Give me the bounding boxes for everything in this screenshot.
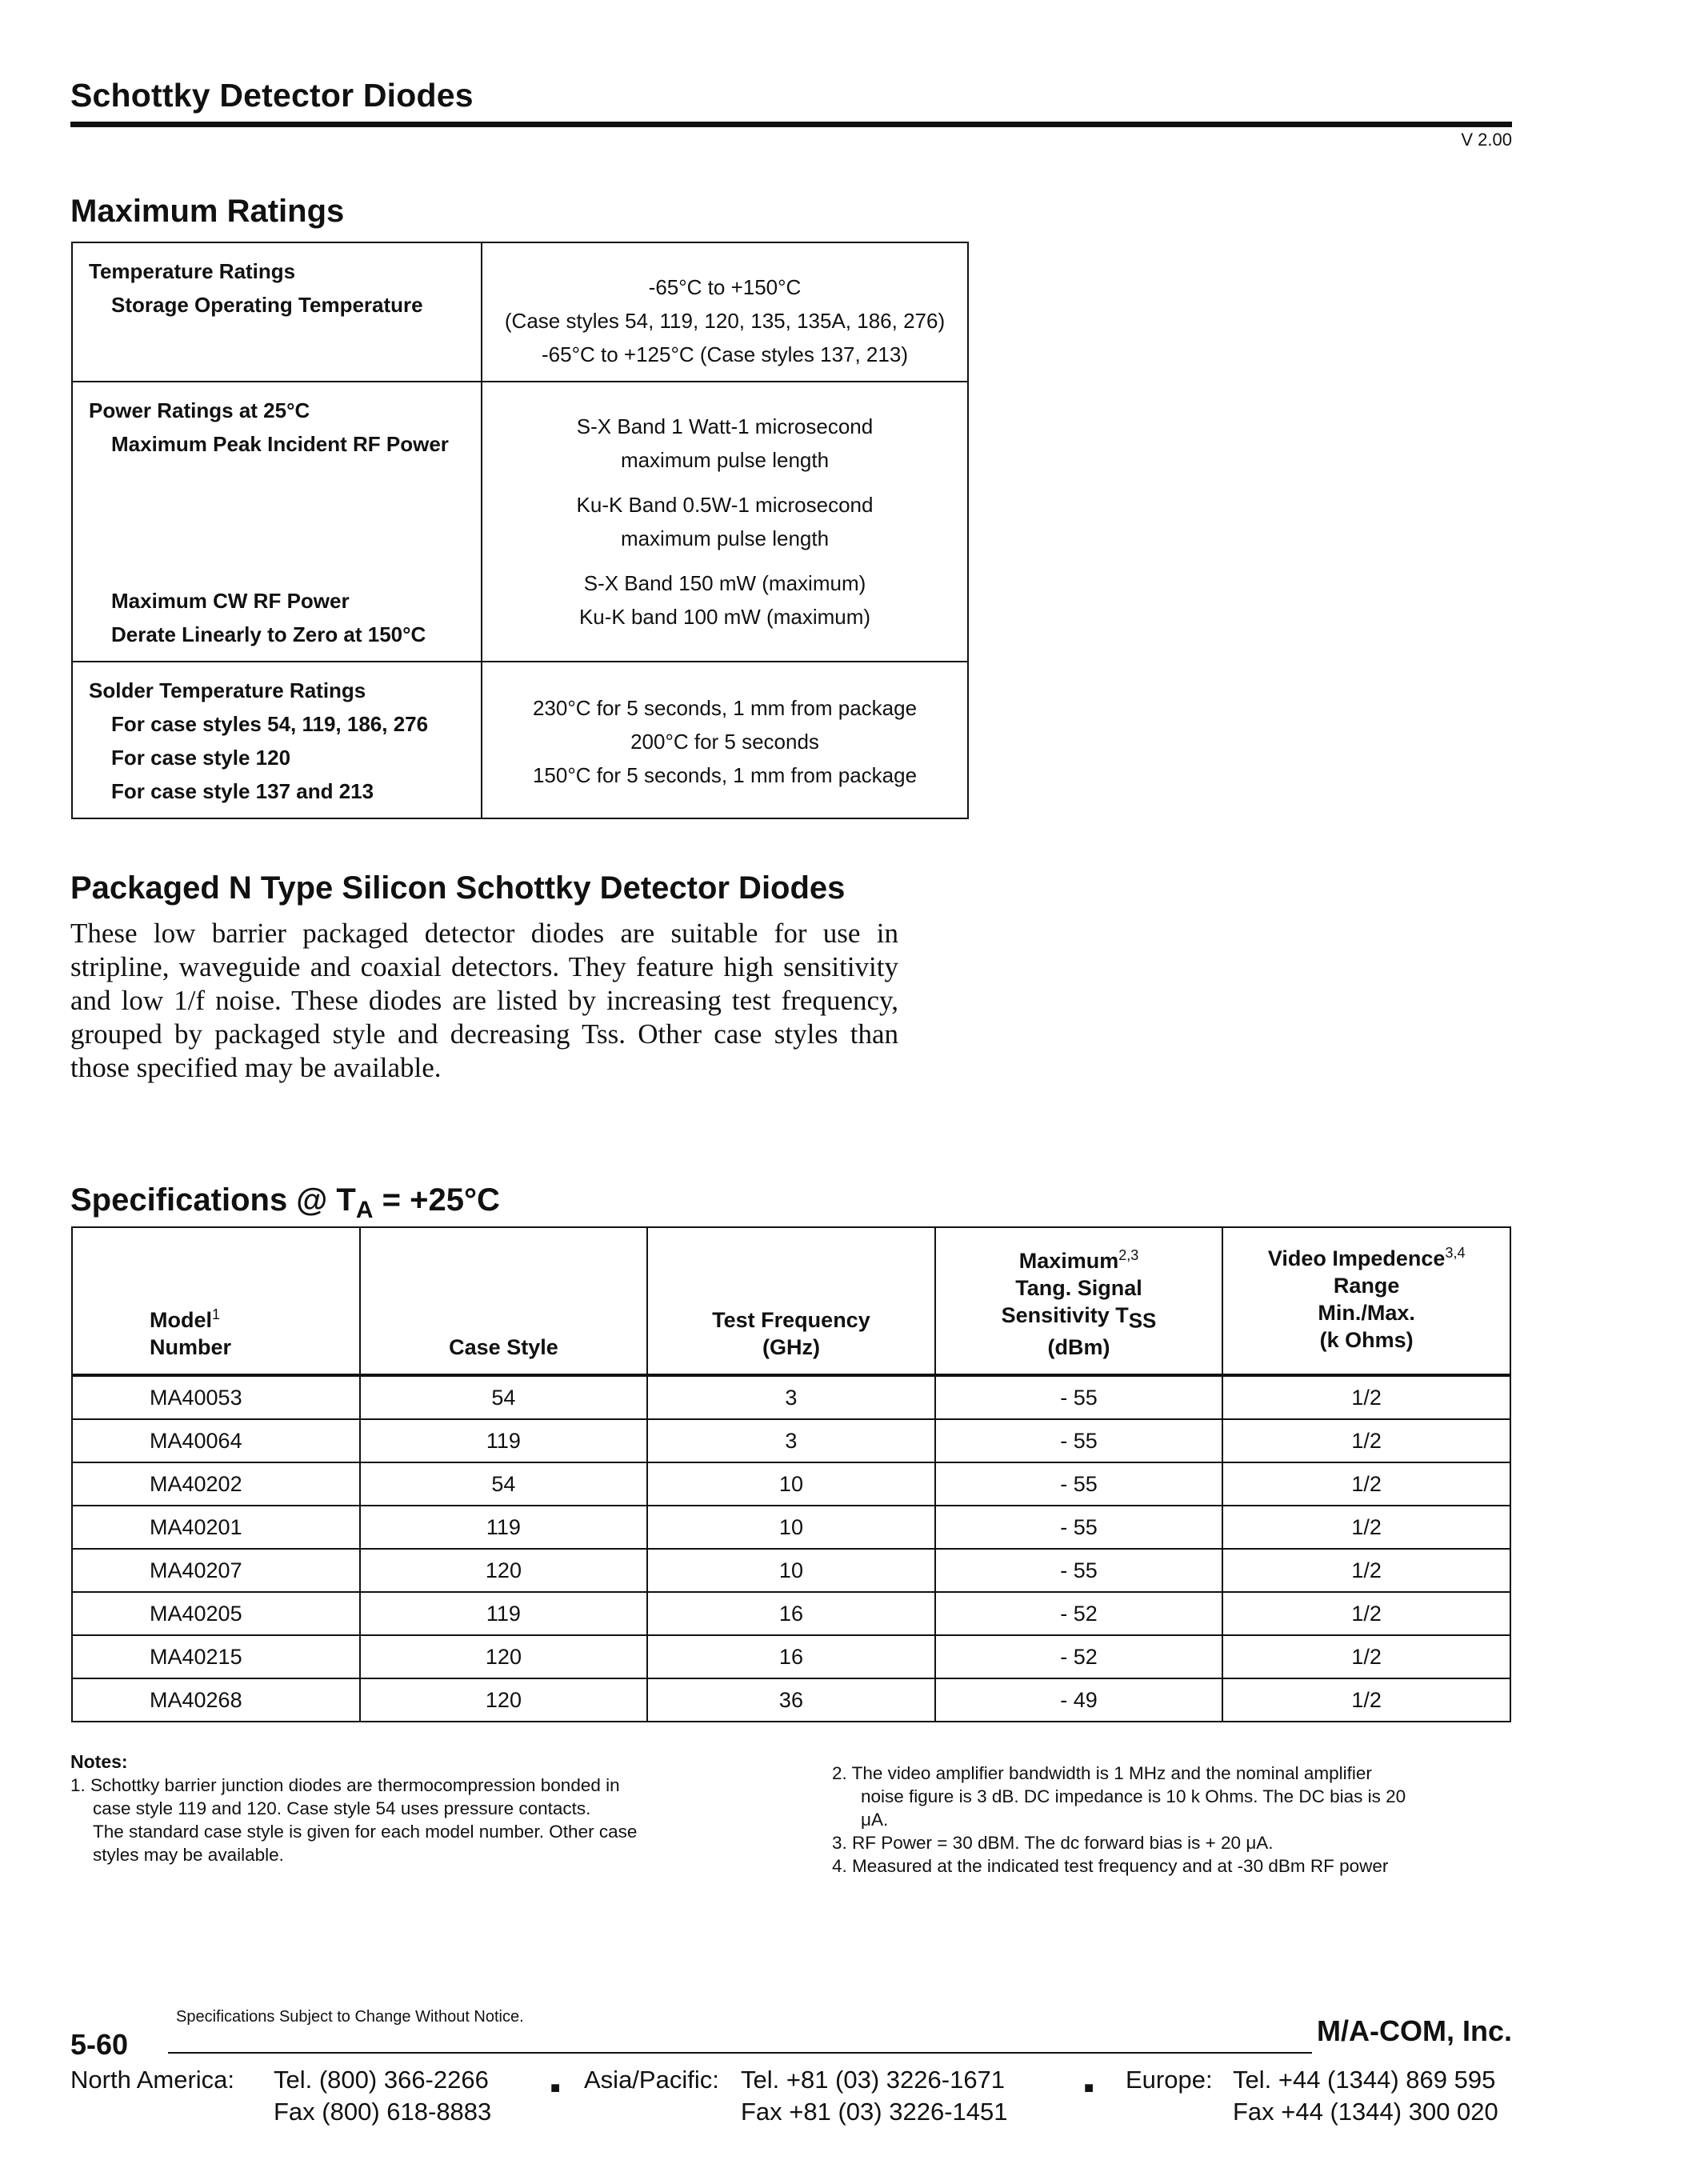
cell-video-impedance: 1/2 xyxy=(1222,1375,1510,1419)
ap-fax: Fax +81 (03) 3226-1451 xyxy=(741,2098,1008,2126)
contact-ap xyxy=(741,2064,1007,2128)
cell-tss: - 55 xyxy=(935,1419,1223,1462)
temp-value: (Case styles 54, 119, 120, 135, 135A, 186, 276) xyxy=(504,309,946,333)
ratings-label-cell xyxy=(73,662,482,818)
cell-video-impedance: 1/2 xyxy=(1222,1462,1510,1506)
power-value: Ku-K Band 0.5W-1 microsecond xyxy=(576,493,874,517)
power-value: maximum pulse length xyxy=(620,448,830,472)
ratings-value-cell xyxy=(482,662,967,818)
cell-model: MA40064 xyxy=(72,1419,360,1462)
note-1: styles may be available. xyxy=(93,1845,284,1865)
note-1: 1. Schottky barrier junction diodes are thermocompression bonded in xyxy=(70,1775,620,1795)
solder-group-label: Solder Temperature Ratings xyxy=(89,678,366,702)
solder-value: 150°C for 5 seconds, 1 mm from package xyxy=(532,763,918,787)
cell-model: MA40207 xyxy=(72,1549,360,1592)
table-row xyxy=(72,1592,1510,1635)
contact-eu-label: Europe: xyxy=(1126,2066,1213,2094)
cell-video-impedance: 1/2 xyxy=(1222,1678,1510,1722)
cell-case-style: 54 xyxy=(360,1462,647,1506)
cell-tss: - 52 xyxy=(935,1635,1223,1678)
solder-item-label: For case styles 54, 119, 186, 276 xyxy=(111,712,429,736)
header-rule xyxy=(70,122,1512,127)
temp-value: -65°C to +150°C xyxy=(648,275,802,299)
power-value: S-X Band 1 Watt-1 microsecond xyxy=(576,414,874,438)
peak-power-label: Maximum Peak Incident RF Power xyxy=(111,432,449,456)
cell-video-impedance: 1/2 xyxy=(1222,1549,1510,1592)
ratings-row-temperature xyxy=(73,243,967,381)
solder-value: 230°C for 5 seconds, 1 mm from package xyxy=(532,696,918,720)
table-row xyxy=(72,1462,1510,1506)
notes-left xyxy=(70,1750,790,1866)
cell-model: MA40215 xyxy=(72,1635,360,1678)
cell-tss: - 49 xyxy=(935,1678,1223,1722)
page-number: 5-60 xyxy=(70,2028,129,2061)
cell-case-style: 119 xyxy=(360,1592,647,1635)
contact-ap-label: Asia/Pacific: xyxy=(584,2066,719,2094)
contact-na-label: North America: xyxy=(70,2066,235,2094)
cell-test-frequency: 10 xyxy=(647,1462,935,1506)
notes-right xyxy=(832,1762,1520,1878)
cell-test-frequency: 3 xyxy=(647,1375,935,1419)
table-header-row xyxy=(72,1227,1510,1375)
temperature-group-label: Temperature Ratings xyxy=(89,259,296,283)
table-row xyxy=(72,1419,1510,1462)
footer-notice: Specifications Subject to Change Without Notice. xyxy=(176,2008,524,2026)
packaged-description: These low barrier packaged detector diodes are suitable for use in stripline, waveguide and coaxial detectors. They feature high sensitivity and low 1/f noise. These diodes are listed by increasing test frequency, grouped by packaged style and decreasing Tss. Other case styles than those specified may be available. xyxy=(70,918,898,1083)
ratings-row-power xyxy=(73,381,967,661)
cell-test-frequency: 36 xyxy=(647,1678,935,1722)
specifications-heading xyxy=(70,1182,500,1224)
maximum-ratings-heading: Maximum Ratings xyxy=(70,194,345,229)
table-row xyxy=(72,1506,1510,1549)
table-row xyxy=(72,1635,1510,1678)
ratings-label-cell xyxy=(73,382,482,661)
col-header-frequency: Test Frequency (GHz) xyxy=(647,1227,935,1375)
cell-case-style: 119 xyxy=(360,1506,647,1549)
cell-video-impedance: 1/2 xyxy=(1222,1635,1510,1678)
eu-fax: Fax +44 (1344) 300 020 xyxy=(1233,2098,1498,2126)
specifications-table xyxy=(71,1226,1511,1722)
note-4: 4. Measured at the indicated test frequency and at -30 dBm RF power xyxy=(832,1856,1389,1876)
cell-video-impedance: 1/2 xyxy=(1222,1506,1510,1549)
page-title: Schottky Detector Diodes xyxy=(70,77,474,114)
ratings-value-cell xyxy=(482,243,967,381)
cell-test-frequency: 16 xyxy=(647,1592,935,1635)
ratings-row-solder xyxy=(73,661,967,818)
spec-heading-sub: A xyxy=(355,1197,374,1223)
cell-case-style: 119 xyxy=(360,1419,647,1462)
footer-rule xyxy=(168,2052,1312,2054)
cell-tss: - 55 xyxy=(935,1549,1223,1592)
cell-test-frequency: 3 xyxy=(647,1419,935,1462)
ap-tel: Tel. +81 (03) 3226-1671 xyxy=(741,2066,1006,2094)
cell-test-frequency: 10 xyxy=(647,1506,935,1549)
ratings-value-cell xyxy=(482,382,967,661)
power-value: S-X Band 150 mW (maximum) xyxy=(583,571,866,595)
bullet-icon: ■ xyxy=(1084,2079,1094,2097)
power-value: maximum pulse length xyxy=(620,526,830,550)
ratings-table xyxy=(71,242,969,819)
note-2: 2. The video amplifier bandwidth is 1 MHz and the nominal amplifier xyxy=(832,1763,1372,1783)
cell-tss: - 55 xyxy=(935,1462,1223,1506)
cell-case-style: 120 xyxy=(360,1635,647,1678)
table-row xyxy=(72,1549,1510,1592)
bullet-icon: ■ xyxy=(550,2079,561,2097)
cell-case-style: 54 xyxy=(360,1375,647,1419)
cell-tss: - 52 xyxy=(935,1592,1223,1635)
packaged-heading: Packaged N Type Silicon Schottky Detector Diodes xyxy=(70,870,846,906)
eu-tel: Tel. +44 (1344) 869 595 xyxy=(1233,2066,1496,2094)
note-2: μA. xyxy=(861,1810,889,1830)
cell-test-frequency: 16 xyxy=(647,1635,935,1678)
col-header-tss: Maximum$^{2,3}$ Tang. Signal Sensitivity $T_{SS}$ (dBm) xyxy=(935,1227,1223,1375)
na-fax: Fax (800) 618-8883 xyxy=(274,2098,492,2126)
cell-tss: - 55 xyxy=(935,1375,1223,1419)
power-value: Ku-K band 100 mW (maximum) xyxy=(578,605,871,629)
contact-eu xyxy=(1233,2064,1498,2128)
version-label: V 2.00 xyxy=(1461,130,1512,150)
note-3: 3. RF Power = 30 dBM. The dc forward bias is + 20 μA. xyxy=(832,1833,1274,1853)
cell-model: MA40205 xyxy=(72,1592,360,1635)
solder-value: 200°C for 5 seconds xyxy=(630,730,819,754)
solder-item-label: For case style 137 and 213 xyxy=(111,779,374,803)
spec-heading-text: = +25°C xyxy=(373,1182,500,1218)
cell-video-impedance: 1/2 xyxy=(1222,1592,1510,1635)
cell-case-style: 120 xyxy=(360,1549,647,1592)
power-group-label: Power Ratings at 25°C xyxy=(89,398,310,422)
col-header-model: Model$^1$ Number xyxy=(72,1227,360,1375)
cell-tss: - 55 xyxy=(935,1506,1223,1549)
table-row xyxy=(72,1375,1510,1419)
storage-temp-label: Storage Operating Temperature xyxy=(111,293,423,317)
cell-model: MA40202 xyxy=(72,1462,360,1506)
contact-na xyxy=(274,2064,491,2128)
ratings-label-cell xyxy=(73,243,482,381)
note-1: The standard case style is given for each model number. Other case xyxy=(93,1822,638,1842)
spec-heading-text: Specifications @ T xyxy=(70,1182,356,1218)
solder-item-label: For case style 120 xyxy=(111,746,291,770)
temp-value: -65°C to +125°C (Case styles 137, 213) xyxy=(542,342,908,366)
cw-power-label: Maximum CW RF Power xyxy=(111,589,350,613)
na-tel: Tel. (800) 366-2266 xyxy=(274,2066,489,2094)
table-row xyxy=(72,1678,1510,1722)
cell-video-impedance: 1/2 xyxy=(1222,1419,1510,1462)
note-1: case style 119 and 120. Case style 54 uses pressure contacts. xyxy=(93,1798,591,1818)
notes-title: Notes: xyxy=(70,1751,128,1772)
cell-model: MA40268 xyxy=(72,1678,360,1722)
derate-label: Derate Linearly to Zero at 150°C xyxy=(111,622,426,646)
cell-model: MA40201 xyxy=(72,1506,360,1549)
note-2: noise figure is 3 dB. DC impedance is 10 k Ohms. The DC bias is 20 xyxy=(861,1786,1406,1806)
col-header-video: Video Impedence$^{3,4}$ Range Min./Max. (k Ohms) xyxy=(1222,1227,1510,1375)
col-header-case: Case Style xyxy=(360,1227,647,1375)
cell-test-frequency: 10 xyxy=(647,1549,935,1592)
company-name: M/A-COM, Inc. xyxy=(1317,2014,1512,2047)
cell-model: MA40053 xyxy=(72,1375,360,1419)
cell-case-style: 120 xyxy=(360,1678,647,1722)
